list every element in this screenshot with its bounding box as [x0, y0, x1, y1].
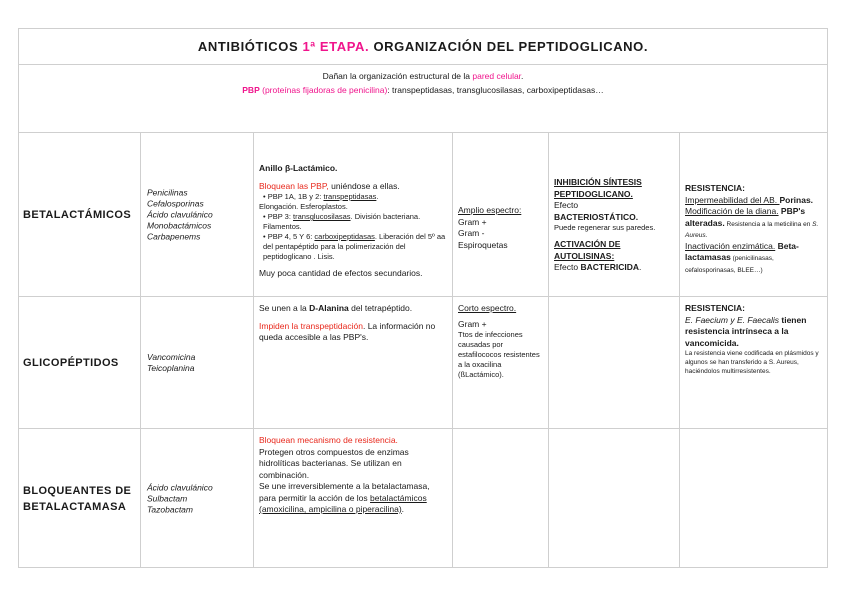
drugs-cell — [141, 297, 254, 428]
family-name: BETALACTÁMICOS — [23, 208, 132, 221]
mechanism-cell — [254, 429, 453, 568]
drugs-cell — [141, 429, 254, 568]
drug-list — [147, 352, 249, 374]
mechanism-text: Bloquean mecanismo de resistencia. Protegen otros compuestos de enzimas hidrolíticas bacterianas. Se utilizan en combinación. Se une irreversiblemente a la betalactamasa, para permitir la acción de los betalactámicos (amoxicilina, ampicilina o piperacilina). — [259, 435, 430, 514]
title-row — [19, 29, 827, 65]
family-cell — [19, 297, 141, 428]
row-glicopeptidos — [19, 297, 827, 429]
resistance-cell — [680, 297, 828, 428]
family-cell — [19, 133, 141, 296]
drug-item: Sulbactam — [147, 493, 188, 503]
effect-cell — [549, 429, 680, 568]
spectrum-cell — [453, 429, 549, 568]
mechanism-text: Anillo β-Lactámico. Bloquean las PBP, uniéndose a ellas. • PBP 1A, 1B y 2: transpeptidasas. Elongación. Esferoplastos. • PBP 3: transglucosilasas. División bacteriana. Filamentos. • PBP 4, 5 Y 6: carboxipeptidasas. Liberación del 5º aa del pentapéptido para la polimerización del peptidoglicano . Lisis. Muy poca cantidad de efectos secundarios. — [259, 163, 446, 278]
intro-line-2: PBP (proteínas fijadoras de penicilina): transpeptidasas, transglucosilasas, carboxipeptidasas… — [242, 85, 604, 95]
drug-item: Monobactámicos — [147, 220, 212, 230]
spectrum-cell — [453, 297, 549, 428]
resistance-text: RESISTENCIA: E. Faecium y E. Faecalis tienen resistencia intrínseca a la vancomicida. La resistencia viene codificada en plásmidos y algunos se han transferido a S. Aureus, haciéndolos multirresistentes. — [685, 303, 819, 375]
family-name: BLOQUEANTES DE BETALACTAMASA — [23, 484, 132, 513]
family-name: GLICOPÉPTIDOS — [23, 356, 119, 369]
drug-item: Cefalosporinas — [147, 198, 204, 208]
summary-table — [18, 28, 828, 568]
spectrum-text: Corto espectro. Gram + Ttos de infecciones causadas por estafilococos resistentes a la oxacilina (ßLactámico). — [458, 303, 540, 379]
mechanism-text: Se unen a la D-Alanina del tetrapéptido. Impiden la transpeptidación. La información no queda accesible a las PBP's. — [259, 303, 436, 342]
row-bloqueantes — [19, 429, 827, 568]
drug-item: Tazobactam — [147, 504, 193, 514]
drugs-cell — [141, 133, 254, 296]
drug-item: Ácido clavulánico — [147, 482, 213, 492]
drug-item: Teicoplanina — [147, 362, 195, 373]
resistance-cell — [680, 133, 828, 296]
resistance-cell — [680, 429, 828, 568]
row-betalactamicos — [19, 133, 827, 297]
drug-list — [147, 482, 249, 515]
page-title: ANTIBIÓTICOS 1ª ETAPA. ORGANIZACIÓN DEL PEPTIDOGLICANO. — [197, 39, 649, 54]
intro-line-1: Dañan la organización estructural de la pared celular. — [322, 71, 524, 81]
mechanism-cell — [254, 133, 453, 296]
intro-row — [19, 65, 827, 133]
drug-item: Penicilinas — [147, 187, 188, 197]
mechanism-cell — [254, 297, 453, 428]
effect-text: INHIBICIÓN SÍNTESIS PEPTIDOGLICANO. Efecto BACTERIOSTÁTICO. Puede regenerar sus paredes. ACTIVACIÓN DE AUTOLISINAS: Efecto BACTERICIDA. — [554, 177, 656, 272]
drug-item: Carbapenems — [147, 231, 201, 241]
family-cell — [19, 429, 141, 568]
resistance-text: RESISTENCIA: Impermeabilidad del AB. Porinas. Modificación de la diana. PBP's alteradas. Resistencia a la meticilina en S. Aureus. Inactivación enzimática. Beta-lactamasas (penicilinasas, cefalosporinasas, BLEE…) — [685, 183, 819, 274]
effect-cell — [549, 297, 680, 428]
spectrum-text: Amplio espectro: Gram + Gram - Espiroquetas — [458, 205, 522, 250]
spectrum-cell — [453, 133, 549, 296]
drug-item: Vancomicina — [147, 351, 196, 362]
drug-item: Ácido clavulánico — [147, 209, 213, 219]
effect-cell — [549, 133, 680, 296]
drug-list — [147, 187, 249, 242]
